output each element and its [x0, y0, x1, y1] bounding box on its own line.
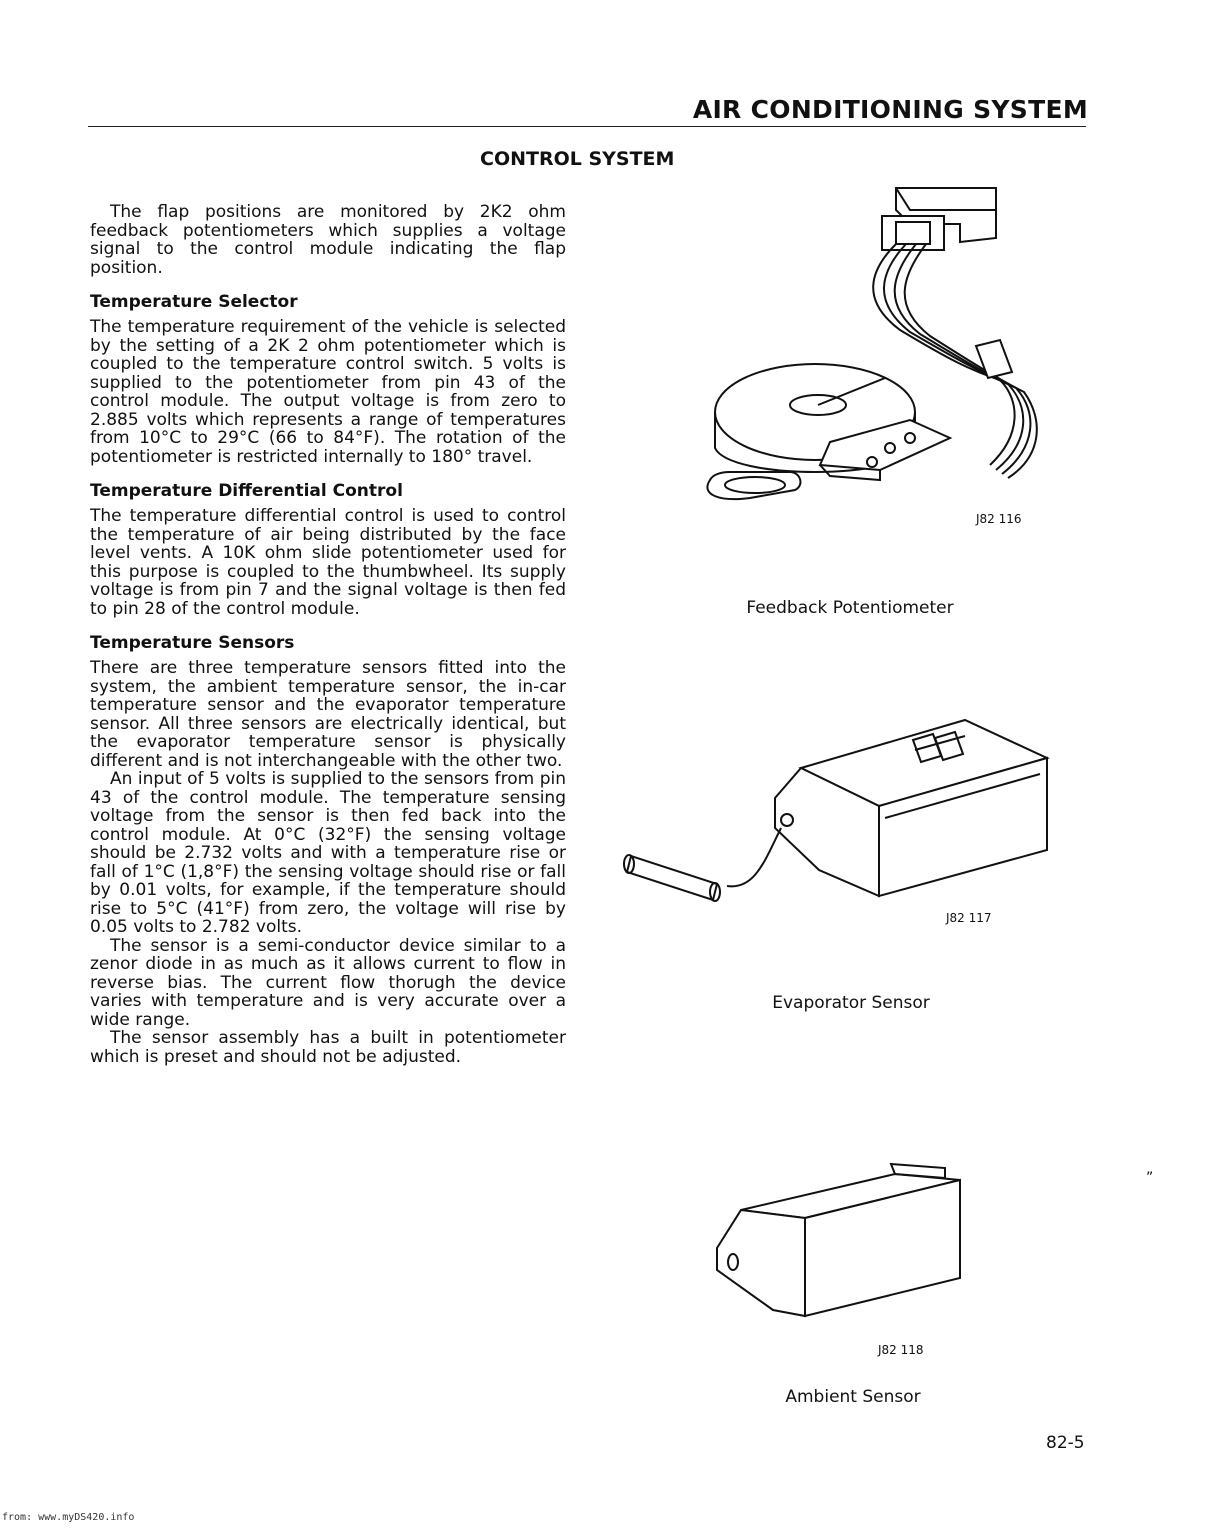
page-number: 82-5	[1046, 1433, 1085, 1453]
stray-mark: ”	[1146, 1170, 1154, 1186]
figure-caption-3: Ambient Sensor	[785, 1387, 921, 1407]
feedback-potentiometer-illustration	[700, 180, 1040, 510]
temperature-sensors-heading: Temperature Sensors	[90, 633, 295, 653]
section-title: CONTROL SYSTEM	[480, 148, 675, 170]
temperature-differential-paragraph: The temperature differential control is used to control the temperature of air being distributed by the face level vents. A 10K ohm slide potentiometer used for this purpose is coupled to the thumbwheel. Its supply voltage is from pin 7 and the signal voltage is then fed to pin 28 of the control module.	[90, 506, 566, 619]
page-header-title: AIR CONDITIONING SYSTEM	[692, 95, 1088, 124]
temperature-sensors-paragraph-1: There are three temperature sensors fitted into the system, the ambient temperature sensor, the in-car temperature sensor and the evaporator temperature sensor. All three sensors are electrically identical, but the evaporator temperature sensor is physically different and is not interchangeable with the other two.	[90, 658, 566, 771]
temperature-differential-heading: Temperature Differential Control	[90, 481, 403, 501]
body-text-column	[90, 203, 566, 1066]
figure-caption-1: Feedback Potentiometer	[746, 598, 954, 618]
temperature-sensors-paragraph-2: An input of 5 volts is supplied to the sensors from pin 43 of the control module. The temperature sensing voltage from the sensor is then fed back into the control module. At 0°C (32°F) the sensing voltage should be 2.732 volts and with a temperature rise or fall of 1°C (1,8°F) the sensing voltage should rise or fall by 0.01 volts, for example, if the temperature should rise to 5°C (41°F) from zero, the voltage will rise by 0.05 volts to 2.782 volts.	[90, 769, 566, 937]
intro-paragraph: The flap positions are monitored by 2K2 ohm feedback potentiometers which supplies a voltage signal to the control module indicating the flap position.	[90, 202, 566, 278]
figure-code-2: J82 117	[946, 911, 992, 925]
temperature-sensors-paragraph-3: The sensor is a semi-conductor device similar to a zenor diode in as much as it allows current to flow in reverse bias. The current flow thorugh the device varies with temperature and is very accurate over a wide range.	[90, 935, 566, 1030]
temperature-selector-heading: Temperature Selector	[90, 292, 298, 312]
ambient-sensor-illustration	[705, 1160, 975, 1330]
temperature-selector-paragraph: The temperature requirement of the vehicle is selected by the setting of a 2K 2 ohm potentiometer which is coupled to the temperature control switch. 5 volts is supplied to the potentiometer from pin 43 of the control module. The output voltage is from zero to 2.885 volts which represents a range of temperatures from 10°C to 29°C (66 to 84°F). The rotation of the potentiometer is restricted internally to 180° travel.	[90, 317, 566, 467]
header-rule	[88, 126, 1086, 127]
figure-code-1: J82 116	[976, 512, 1022, 526]
temperature-sensors-paragraph-4: The sensor assembly has a built in potentiometer which is preset and should not be adjusted.	[90, 1028, 566, 1067]
figure-caption-2: Evaporator Sensor	[772, 993, 930, 1013]
figure-code-3: J82 118	[878, 1343, 924, 1357]
footer-source: from: www.myDS420.info	[2, 1512, 135, 1523]
evaporator-sensor-illustration	[615, 710, 1055, 910]
